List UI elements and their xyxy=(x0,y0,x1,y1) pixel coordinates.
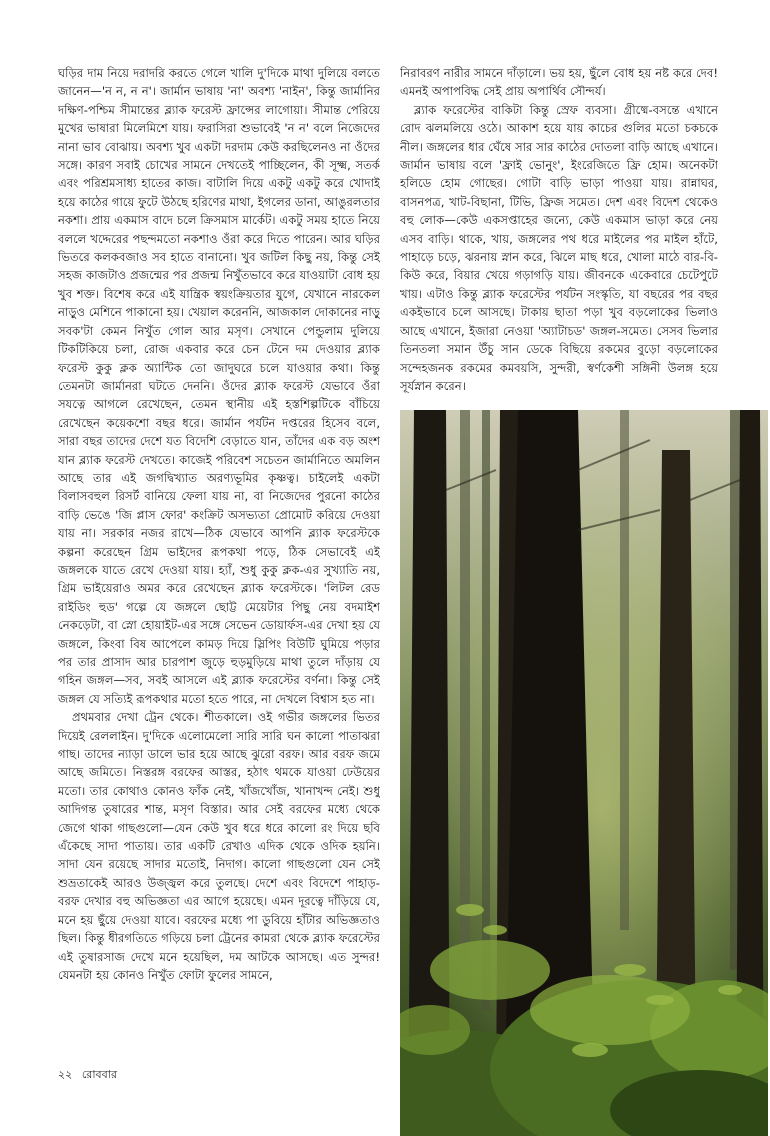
article-right-column xyxy=(400,64,718,394)
article-paragraph: নিরাবরণ নারীর সামনে দাঁড়ালে। ভয় হয়, ছুঁলে বোধ হয় নষ্ট করে দেব! এমনই অপাপবিদ্ধ সেই প্রায় অপার্থিব সৌন্দর্য। xyxy=(400,66,718,99)
article-left-column xyxy=(58,64,380,1064)
page-footer xyxy=(58,1066,123,1085)
forest-photo xyxy=(400,410,768,1136)
magazine-name: রোববার xyxy=(81,1068,118,1081)
article-paragraph: ঘড়ির দাম নিয়ে দরাদরি করতে গেলে খালি দু'দিকে মাথা দুলিয়ে বলতে জানেন—'ন ন, ন ন'। জার্মান ভাষায় 'না' অবশ্য 'নাইন', কিন্তু জার্মানির দক্ষিণ-পশ্চিম সীমান্তের ব্ল্যাক ফরেস্ট ফ্রান্সের লাগোয়া। সীমান্ত পেরিয়ে মুখের ভাষারা মিলেমিশে যায়। ফরাসিরা শুভাবেই 'ন ন' বলে নিজেদের নানা ভাব বোঝায়। অবশ্য খুব একটা দরদাম কেউ করছিলেনও না ওঁদের সঙ্গে। কারণ সবাই চোখের সামনে দেখতেই পাচ্ছিলেন, কী সূক্ষ্ম, সতর্ক এবং পরিশ্রমসাধ্য হাতের কাজ। বাটালি দিয়ে একটু একটু করে খোদাই হয়ে কাঠের গায়ে ফুটে উঠছে হরিণের মাথা, ইগলের ডানা, আঙুরলতার নকশা। প্রায় একমাস বাদে চলে ক্রিসমাস মার্কেট। একটু সময় হাতে নিয়ে বললে খদ্দেরের পছন্দমতো নকশাও ওঁরা করে দিতে পারেন। আর ঘড়ির ভিতরে কলকবজাও সব হাতে বানানো। খুব জটিল কিছু নয়, কিন্তু সেই সহজ কাজটাও প্রজন্মের পর প্রজন্ম নিখুঁতভাবে করে যাওয়াটা বোধ হয় খুব শক্ত। বিশেষ করে এই যান্ত্রিক স্বয়ংক্রিয়তার যুগে, যেখানে নারকেল নাড়ুও মেশিনে পাকানো হয়। খেয়াল করেননি, আজকাল দোকানের নাড়ু সবক'টা কেমন নিখুঁত গোল আর মসৃণ। সেখানে পেন্ডুলাম দুলিয়ে টিকটিকিয়ে চলা, রোজ একবার করে চেন টেনে দম দেওয়ার ব্ল্যাক ফরেস্ট কুকু ক্লক অ্যান্টিক তো জাদুঘরে চলে যাওয়ার কথা। কিন্তু তেমনটা জার্মানরা ঘটতে দেননি। ওঁদের ব্ল্যাক ফরেস্ট যেভাবে ওঁরা সযত্নে আগলে রেখেছেন, তেমন স্থানীয় এই হস্তশিল্পটিকে বাঁচিয়ে রেখেছেন কয়েকশো বছর ধরে। জার্মান পর্যটন দপ্তরের হিসেব বলে, সারা বছর তাদের দেশে যত বিদেশি বেড়াতে যান, তাঁদের এক বড় অংশ যান ব্ল্যাক ফরেস্ট দেখতে। কাজেই পরিবেশ সচেতন জার্মানিতে অমলিন আছে তার এই জগদ্বিখ্যাত অরণ্যভূমির কৃষ্ণত্ব। চাইলেই একটা বিলাসবহুল রিসর্ট বানিয়ে ফেলা যায় না, বা নিজেদের পুরনো কাঠের বাড়ি ভেঙে 'জি প্লাস ফোর' কংক্রিট অসভ্যতা প্রোমোট করিয়ে দেওয়া যায় না। সরকার নজর রাখে—ঠিক যেভাবে আপনি ব্ল্যাক ফরেস্টকে কল্পনা করেছেন গ্রিম ভাইদের রূপকথা পড়ে, ঠিক সেভাবেই এই জঙ্গলকে যাতে রেখে দেওয়া যায়। হ্যাঁ, শুধু কুকু ক্লক-এর সুখ্যাতি নয়, গ্রিম ভাইয়েরাও অমর করে রেখেছেন ব্ল্যাক ফরেস্টকে। 'লিটল রেড রাইডিং হুড' গল্পে যে জঙ্গলে ছোট্ট মেয়েটার পিছু নেয় বদমাইশ নেকড়েটা, বা স্নো হোয়াইট-এর সঙ্গে সেভেন ডোয়ার্ফস-এর দেখা হয় যে জঙ্গলে, কিংবা বিষ আপেলে কামড় দিয়ে স্লিপিং বিউটি ঘুমিয়ে পড়ার পর তার প্রাসাদ আর চারপাশ জুড়ে হুড়মুড়িয়ে মাথা তুলে দাঁড়ায় যে গহিন জঙ্গল—সব, সবই আসলে এই ব্ল্যাক ফরেস্টের বর্ণনা। কিন্তু সেই জঙ্গল যে সত্যিই রূপকথার মতো হতে পারে, না দেখলে বিশ্বাস হত না। xyxy=(58,66,380,706)
page-number: ২২ xyxy=(58,1068,73,1081)
article-paragraph: প্রথমবার দেখা ট্রেন থেকে। শীতকালে। ওই গভীর জঙ্গলের ভিতর দিয়েই রেললাইন। দু'দিকে এলোমেলো সারি সারি ঘন কালো পাতাঝরা গাছ। তাদের ন্যাড়া ডালে ভার হয়ে আছে ঝুরো বরফ। আর বরফ জমে আছে জমিতে। নিস্তরঙ্গ বরফের আস্তর, হঠাৎ থমকে যাওয়া ঢেউয়ের মতো। তার কোথাও কোনও ফাঁক নেই, খাঁজখোঁজ, খানাখন্দ নেই। শুধু আদিগন্ত তুষারের শান্ত, মসৃণ বিস্তার। আর সেই বরফের মধ্যে থেকে জেগে থাকা গাছগুলো—যেন কেউ খুব ধরে ধরে কালো রং দিয়ে ছবি এঁকেছে সাদা পাতায়। তার একটি রেখাও এদিক থেকে ওদিক হয়নি। সাদা যেন রয়েছে সাদার মতোই, নিদাগ। কালো গাছগুলো যেন সেই শুভ্রতাকেই আরও উজ্জ্বল করে তুলছে। দেশে এবং বিদেশে পাহাড়-বরফ দেখার বহু অভিজ্ঞতা এর আগে হয়েছে। এমন দূরত্বে দাঁড়িয়ে যে, মনে হয় ছুঁয়ে দেওয়া যাবে। বরফের মধ্যে পা ডুবিয়ে হাঁটার অভিজ্ঞতাও ছিল। কিন্তু ধীরগতিতে গড়িয়ে চলা ট্রেনের কামরা থেকে ব্ল্যাক ফরেস্টের এই তুষারসাজ দেখে মনে হয়েছিল, দম আটকে আসছে। এত সুন্দর! যেমনটা হয় কোনও নিখুঁত ফোটা ফুলের সামনে, xyxy=(58,710,380,982)
article-paragraph: ব্ল্যাক ফরেস্টের বাকিটা কিন্তু স্রেফ ব্যবসা। গ্রীষ্মে-বসন্তে এখানে রোদ ঝলমলিয়ে ওঠে। আকাশ হয়ে যায় কাচের গুলির মতো চকচকে নীল। জঙ্গলের ধার ঘেঁষে সার সার কাঠের দোতলা বাড়ি আছে এখানে। জার্মান ভাষায় বলে 'ফ্রাই ভোনুং', ইংরেজিতে ফ্রি হোম। অনেকটা হলিডে হোম গোছের। গোটা বাড়ি ভাড়া পাওয়া যায়। রান্নাঘর, বাসনপত্র, খাট-বিছানা, টিভি, ফ্রিজ সমেত। দেশ এবং বিদেশ থেকেও বহু লোক—কেউ একসপ্তাহের জন্যে, কেউ একমাস ভাড়া করে নেয় এসব বাড়ি। থাকে, খায়, জঙ্গলের পথ ধরে মাইলের পর মাইল হাঁটে, পাহাড়ে চড়ে, ঝরনায় স্নান করে, ঝিলে মাছ ধরে, খোলা মাঠে বার-বি-কিউ করে, বিয়ার খেয়ে গড়াগড়ি যায়। জীবনকে একেবারে চেটেপুটে খায়। এটাও কিন্তু ব্ল্যাক ফরেস্টের পর্যটন সংস্কৃতি, যা বছরের পর বছর একইভাবে চলে আসছে। টাকায় ছাতা পড়া খুব বড়লোকের ভিলাও আছে এখানে, ইজারা নেওয়া 'অ্যাটাচড' জঙ্গল-সমেত। সেসব ভিলার তিনতলা সমান উঁচু সান ডেকে বিছিয়ে রকমের বুড়ো বড়লোকের সন্দেহজনক রকমের কমবয়সি, সুন্দরী, স্বর্ণকেশী সঙ্গিনী উলঙ্গ হয়ে সূর্যস্নান করেন। xyxy=(400,102,718,393)
forest-illustration xyxy=(400,410,768,1136)
